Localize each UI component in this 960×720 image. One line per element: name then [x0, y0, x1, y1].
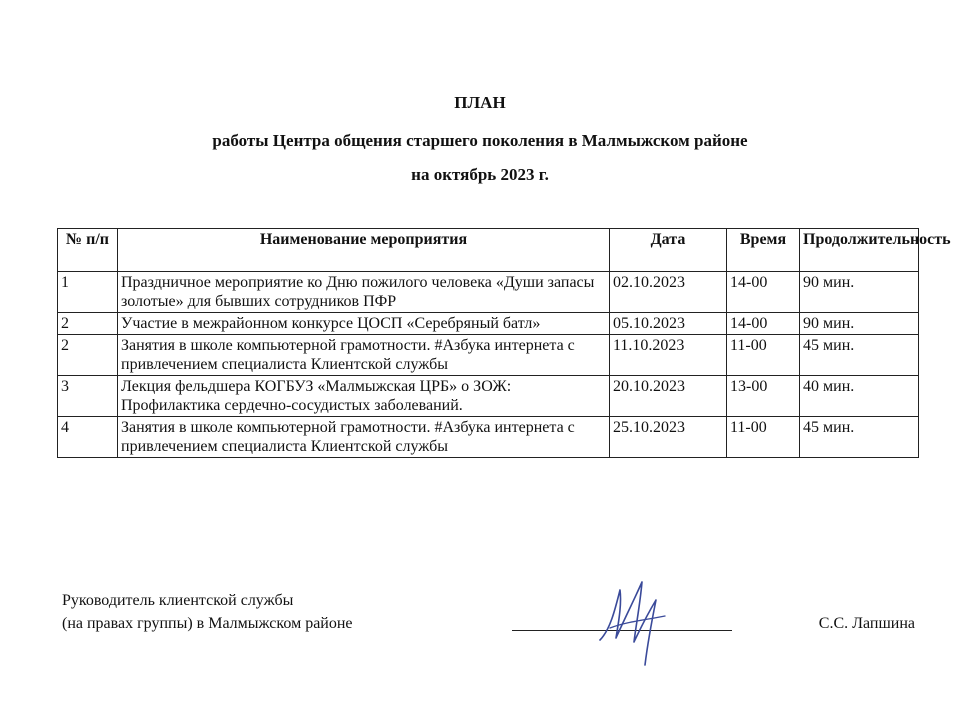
document-subtitle: работы Центра общения старшего поколения в Малмыжском районе	[212, 131, 748, 150]
handwritten-signature	[590, 570, 680, 670]
event-name: Лекция фельдшера КОГБУЗ «Малмыжская ЦРБ» о ЗОЖ: Профилактика сердечно-сосудистых заболеваний.	[118, 376, 610, 417]
row-number: 3	[58, 376, 118, 417]
column-header-number: № п/п	[58, 229, 118, 272]
plan-table	[57, 228, 951, 458]
event-date: 02.10.2023	[610, 272, 727, 313]
event-time: 11-00	[727, 417, 800, 458]
signatory-position-line1: Руководитель клиентской службы	[62, 592, 294, 609]
column-header-time: Время	[727, 229, 800, 272]
table-row	[58, 417, 919, 458]
signatory-name: С.С. Лапшина	[818, 615, 915, 632]
event-date: 20.10.2023	[610, 376, 727, 417]
row-number: 2	[58, 313, 118, 335]
event-time: 11-00	[727, 335, 800, 376]
table-header-row	[58, 229, 919, 272]
document-title: ПЛАН	[454, 93, 506, 112]
event-time: 13-00	[727, 376, 800, 417]
signatory-position-line2: (на правах группы) в Малмыжском районе	[62, 615, 353, 632]
event-duration: 45 мин.	[800, 417, 919, 458]
event-time: 14-00	[727, 272, 800, 313]
event-date: 11.10.2023	[610, 335, 727, 376]
event-time: 14-00	[727, 313, 800, 335]
column-header-duration: Продолжительность	[800, 229, 919, 272]
table-row	[58, 376, 919, 417]
table-row	[58, 335, 919, 376]
event-duration: 90 мин.	[800, 313, 919, 335]
row-number: 1	[58, 272, 118, 313]
table-row	[58, 313, 919, 335]
event-name: Участие в межрайонном конкурсе ЦОСП «Серебряный батл»	[118, 313, 610, 335]
row-number: 4	[58, 417, 118, 458]
document-period: на октябрь 2023 г.	[411, 165, 549, 184]
event-name: Праздничное мероприятие ко Дню пожилого человека «Души запасы золотые» для бывших сотрудников ПФР	[118, 272, 610, 313]
column-header-event-name: Наименование мероприятия	[118, 229, 610, 272]
event-duration: 90 мин.	[800, 272, 919, 313]
event-duration: 40 мин.	[800, 376, 919, 417]
event-name: Занятия в школе компьютерной грамотности. #Азбука интернета с привлечением специалиста Клиентской службы	[118, 335, 610, 376]
row-number: 2	[58, 335, 118, 376]
event-date: 25.10.2023	[610, 417, 727, 458]
event-duration: 45 мин.	[800, 335, 919, 376]
event-date: 05.10.2023	[610, 313, 727, 335]
event-name: Занятия в школе компьютерной грамотности. #Азбука интернета с привлечением специалиста Клиентской службы	[118, 417, 610, 458]
table-row	[58, 272, 919, 313]
column-header-date: Дата	[610, 229, 727, 272]
